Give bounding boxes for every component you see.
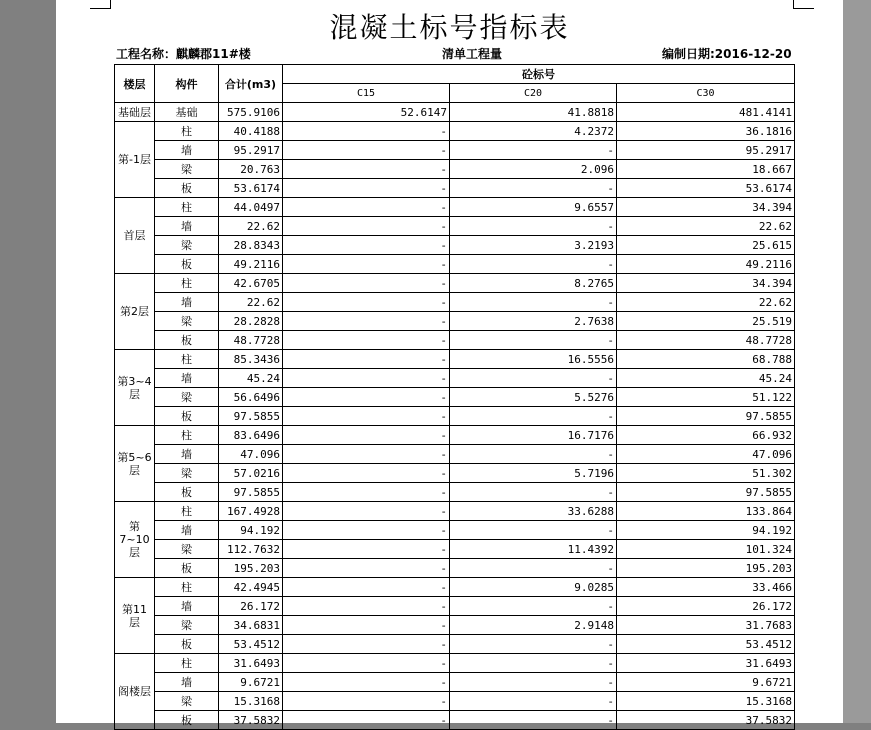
c30-cell: 95.2917 bbox=[617, 141, 795, 160]
member-cell: 板 bbox=[155, 331, 219, 350]
c15-cell: - bbox=[283, 559, 450, 578]
c20-cell: - bbox=[450, 293, 617, 312]
total-cell: 53.6174 bbox=[219, 179, 283, 198]
table-row bbox=[115, 407, 795, 426]
c20-cell: - bbox=[450, 521, 617, 540]
c15-cell: - bbox=[283, 426, 450, 445]
table-row bbox=[115, 255, 795, 274]
c15-cell: - bbox=[283, 274, 450, 293]
table-row bbox=[115, 673, 795, 692]
table-row bbox=[115, 141, 795, 160]
member-cell: 梁 bbox=[155, 616, 219, 635]
document-title: 混凝土标号指标表 bbox=[329, 11, 570, 44]
c30-cell: 51.122 bbox=[617, 388, 795, 407]
c20-cell: - bbox=[450, 635, 617, 654]
c15-cell: - bbox=[283, 635, 450, 654]
c30-cell: 48.7728 bbox=[617, 331, 795, 350]
table-row bbox=[115, 388, 795, 407]
c30-cell: 34.394 bbox=[617, 274, 795, 293]
floor-cell: 基础层 bbox=[115, 103, 155, 122]
c20-cell: - bbox=[450, 369, 617, 388]
member-cell: 板 bbox=[155, 255, 219, 274]
c30-cell: 31.6493 bbox=[617, 654, 795, 673]
c30-cell: 15.3168 bbox=[617, 692, 795, 711]
total-cell: 95.2917 bbox=[219, 141, 283, 160]
c20-cell: - bbox=[450, 407, 617, 426]
total-cell: 40.4188 bbox=[219, 122, 283, 141]
header-grade-c20: C20 bbox=[450, 84, 617, 103]
page-margin-right bbox=[843, 0, 871, 723]
header-member: 构件 bbox=[155, 65, 219, 103]
c15-cell: - bbox=[283, 217, 450, 236]
table-row bbox=[115, 616, 795, 635]
total-cell: 83.6496 bbox=[219, 426, 283, 445]
c20-cell: 5.5276 bbox=[450, 388, 617, 407]
c15-cell: - bbox=[283, 578, 450, 597]
c30-cell: 94.192 bbox=[617, 521, 795, 540]
table-row bbox=[115, 369, 795, 388]
c15-cell: - bbox=[283, 654, 450, 673]
table-row bbox=[115, 445, 795, 464]
c15-cell: - bbox=[283, 293, 450, 312]
c30-cell: 37.5832 bbox=[617, 711, 795, 730]
c15-cell: - bbox=[283, 464, 450, 483]
floor-cell: 第11层 bbox=[115, 578, 155, 654]
concrete-grade-table bbox=[114, 64, 795, 730]
member-cell: 梁 bbox=[155, 388, 219, 407]
member-cell: 板 bbox=[155, 407, 219, 426]
c20-cell: 5.7196 bbox=[450, 464, 617, 483]
c15-cell: - bbox=[283, 388, 450, 407]
total-cell: 112.7632 bbox=[219, 540, 283, 559]
header-grade-c15: C15 bbox=[283, 84, 450, 103]
c30-cell: 9.6721 bbox=[617, 673, 795, 692]
table-row bbox=[115, 559, 795, 578]
c15-cell: - bbox=[283, 198, 450, 217]
total-cell: 28.2828 bbox=[219, 312, 283, 331]
c30-cell: 36.1816 bbox=[617, 122, 795, 141]
member-cell: 墙 bbox=[155, 217, 219, 236]
member-cell: 板 bbox=[155, 711, 219, 730]
c20-cell: - bbox=[450, 654, 617, 673]
total-cell: 56.6496 bbox=[219, 388, 283, 407]
floor-cell: 第3~4层 bbox=[115, 350, 155, 426]
member-cell: 柱 bbox=[155, 502, 219, 521]
table-row bbox=[115, 103, 795, 122]
table-row bbox=[115, 293, 795, 312]
floor-cell: 首层 bbox=[115, 198, 155, 274]
c20-cell: - bbox=[450, 559, 617, 578]
table-row bbox=[115, 160, 795, 179]
c20-cell: - bbox=[450, 673, 617, 692]
c30-cell: 25.615 bbox=[617, 236, 795, 255]
c20-cell: - bbox=[450, 331, 617, 350]
total-cell: 48.7728 bbox=[219, 331, 283, 350]
c15-cell: - bbox=[283, 141, 450, 160]
total-cell: 57.0216 bbox=[219, 464, 283, 483]
c30-cell: 49.2116 bbox=[617, 255, 795, 274]
total-cell: 47.096 bbox=[219, 445, 283, 464]
c20-cell: 2.9148 bbox=[450, 616, 617, 635]
header-total: 合计(m3) bbox=[219, 65, 283, 103]
total-cell: 44.0497 bbox=[219, 198, 283, 217]
total-cell: 28.8343 bbox=[219, 236, 283, 255]
total-cell: 195.203 bbox=[219, 559, 283, 578]
header-floor: 楼层 bbox=[115, 65, 155, 103]
total-cell: 42.4945 bbox=[219, 578, 283, 597]
c20-cell: 16.7176 bbox=[450, 426, 617, 445]
c15-cell: - bbox=[283, 692, 450, 711]
compile-date: 编制日期:2016-12-20 bbox=[662, 47, 792, 61]
total-cell: 37.5832 bbox=[219, 711, 283, 730]
total-cell: 97.5855 bbox=[219, 407, 283, 426]
table-row bbox=[115, 331, 795, 350]
c15-cell: - bbox=[283, 255, 450, 274]
table-row bbox=[115, 198, 795, 217]
c15-cell: 52.6147 bbox=[283, 103, 450, 122]
table-row bbox=[115, 502, 795, 521]
c30-cell: 195.203 bbox=[617, 559, 795, 578]
member-cell: 梁 bbox=[155, 236, 219, 255]
c20-cell: 9.0285 bbox=[450, 578, 617, 597]
c20-cell: - bbox=[450, 179, 617, 198]
c15-cell: - bbox=[283, 502, 450, 521]
c15-cell: - bbox=[283, 407, 450, 426]
member-cell: 柱 bbox=[155, 198, 219, 217]
member-cell: 板 bbox=[155, 559, 219, 578]
table-row bbox=[115, 122, 795, 141]
c20-cell: 2.096 bbox=[450, 160, 617, 179]
total-cell: 575.9106 bbox=[219, 103, 283, 122]
total-cell: 9.6721 bbox=[219, 673, 283, 692]
c20-cell: 41.8818 bbox=[450, 103, 617, 122]
c30-cell: 53.6174 bbox=[617, 179, 795, 198]
project-name: 工程名称：麒麟郡11#楼 bbox=[116, 47, 251, 61]
total-cell: 85.3436 bbox=[219, 350, 283, 369]
member-cell: 柱 bbox=[155, 350, 219, 369]
c15-cell: - bbox=[283, 521, 450, 540]
c15-cell: - bbox=[283, 236, 450, 255]
floor-cell: 阁楼层 bbox=[115, 654, 155, 730]
total-cell: 97.5855 bbox=[219, 483, 283, 502]
table-row bbox=[115, 236, 795, 255]
member-cell: 基础 bbox=[155, 103, 219, 122]
member-cell: 柱 bbox=[155, 122, 219, 141]
floor-cell: 第7~10层 bbox=[115, 502, 155, 578]
c30-cell: 22.62 bbox=[617, 293, 795, 312]
c20-cell: - bbox=[450, 483, 617, 502]
floor-cell: 第2层 bbox=[115, 274, 155, 350]
header-grade-c30: C30 bbox=[617, 84, 795, 103]
table-row bbox=[115, 654, 795, 673]
floor-cell: 第5~6层 bbox=[115, 426, 155, 502]
c20-cell: 8.2765 bbox=[450, 274, 617, 293]
member-cell: 梁 bbox=[155, 160, 219, 179]
floor-cell: 第-1层 bbox=[115, 122, 155, 198]
c20-cell: 2.7638 bbox=[450, 312, 617, 331]
total-cell: 26.172 bbox=[219, 597, 283, 616]
c15-cell: - bbox=[283, 350, 450, 369]
c15-cell: - bbox=[283, 540, 450, 559]
total-cell: 49.2116 bbox=[219, 255, 283, 274]
member-cell: 板 bbox=[155, 635, 219, 654]
c20-cell: 3.2193 bbox=[450, 236, 617, 255]
table-row bbox=[115, 597, 795, 616]
c15-cell: - bbox=[283, 331, 450, 350]
total-cell: 22.62 bbox=[219, 293, 283, 312]
table-row bbox=[115, 350, 795, 369]
c15-cell: - bbox=[283, 369, 450, 388]
c15-cell: - bbox=[283, 711, 450, 730]
table-row bbox=[115, 635, 795, 654]
c20-cell: - bbox=[450, 217, 617, 236]
c15-cell: - bbox=[283, 673, 450, 692]
table-row bbox=[115, 483, 795, 502]
c20-cell: - bbox=[450, 597, 617, 616]
member-cell: 梁 bbox=[155, 464, 219, 483]
c15-cell: - bbox=[283, 122, 450, 141]
total-cell: 167.4928 bbox=[219, 502, 283, 521]
c15-cell: - bbox=[283, 179, 450, 198]
header-grade: 砼标号 bbox=[283, 65, 795, 84]
table-row bbox=[115, 540, 795, 559]
c20-cell: 11.4392 bbox=[450, 540, 617, 559]
c15-cell: - bbox=[283, 483, 450, 502]
c30-cell: 51.302 bbox=[617, 464, 795, 483]
table-row bbox=[115, 274, 795, 293]
c30-cell: 26.172 bbox=[617, 597, 795, 616]
total-cell: 34.6831 bbox=[219, 616, 283, 635]
member-cell: 墙 bbox=[155, 597, 219, 616]
c20-cell: - bbox=[450, 141, 617, 160]
document-page bbox=[56, 0, 843, 727]
c20-cell: - bbox=[450, 255, 617, 274]
total-cell: 94.192 bbox=[219, 521, 283, 540]
c30-cell: 45.24 bbox=[617, 369, 795, 388]
quantity-category: 清单工程量 bbox=[442, 47, 503, 61]
table-row bbox=[115, 312, 795, 331]
table-row bbox=[115, 217, 795, 236]
table-row bbox=[115, 464, 795, 483]
c30-cell: 22.62 bbox=[617, 217, 795, 236]
total-cell: 15.3168 bbox=[219, 692, 283, 711]
c30-cell: 25.519 bbox=[617, 312, 795, 331]
c15-cell: - bbox=[283, 312, 450, 331]
c30-cell: 18.667 bbox=[617, 160, 795, 179]
c30-cell: 33.466 bbox=[617, 578, 795, 597]
c15-cell: - bbox=[283, 160, 450, 179]
member-cell: 柱 bbox=[155, 274, 219, 293]
member-cell: 梁 bbox=[155, 692, 219, 711]
c30-cell: 68.788 bbox=[617, 350, 795, 369]
member-cell: 板 bbox=[155, 179, 219, 198]
member-cell: 墙 bbox=[155, 293, 219, 312]
member-cell: 墙 bbox=[155, 141, 219, 160]
table-row bbox=[115, 578, 795, 597]
member-cell: 墙 bbox=[155, 369, 219, 388]
table-body bbox=[115, 103, 795, 730]
c30-cell: 34.394 bbox=[617, 198, 795, 217]
c30-cell: 101.324 bbox=[617, 540, 795, 559]
total-cell: 45.24 bbox=[219, 369, 283, 388]
c15-cell: - bbox=[283, 616, 450, 635]
total-cell: 42.6705 bbox=[219, 274, 283, 293]
member-cell: 墙 bbox=[155, 521, 219, 540]
member-cell: 板 bbox=[155, 483, 219, 502]
member-cell: 梁 bbox=[155, 312, 219, 331]
c30-cell: 66.932 bbox=[617, 426, 795, 445]
member-cell: 柱 bbox=[155, 654, 219, 673]
total-cell: 20.763 bbox=[219, 160, 283, 179]
c30-cell: 97.5855 bbox=[617, 483, 795, 502]
table-row bbox=[115, 521, 795, 540]
c15-cell: - bbox=[283, 597, 450, 616]
member-cell: 柱 bbox=[155, 578, 219, 597]
table-row bbox=[115, 692, 795, 711]
c30-cell: 97.5855 bbox=[617, 407, 795, 426]
c20-cell: 4.2372 bbox=[450, 122, 617, 141]
total-cell: 22.62 bbox=[219, 217, 283, 236]
c20-cell: 16.5556 bbox=[450, 350, 617, 369]
table-row bbox=[115, 179, 795, 198]
c30-cell: 133.864 bbox=[617, 502, 795, 521]
c20-cell: - bbox=[450, 692, 617, 711]
table-row bbox=[115, 426, 795, 445]
c30-cell: 47.096 bbox=[617, 445, 795, 464]
table-row bbox=[115, 711, 795, 730]
c30-cell: 31.7683 bbox=[617, 616, 795, 635]
member-cell: 墙 bbox=[155, 673, 219, 692]
c30-cell: 53.4512 bbox=[617, 635, 795, 654]
c15-cell: - bbox=[283, 445, 450, 464]
member-cell: 柱 bbox=[155, 426, 219, 445]
c20-cell: - bbox=[450, 445, 617, 464]
member-cell: 墙 bbox=[155, 445, 219, 464]
c30-cell: 481.4141 bbox=[617, 103, 795, 122]
c20-cell: - bbox=[450, 711, 617, 730]
c20-cell: 9.6557 bbox=[450, 198, 617, 217]
member-cell: 梁 bbox=[155, 540, 219, 559]
total-cell: 31.6493 bbox=[219, 654, 283, 673]
c20-cell: 33.6288 bbox=[450, 502, 617, 521]
total-cell: 53.4512 bbox=[219, 635, 283, 654]
